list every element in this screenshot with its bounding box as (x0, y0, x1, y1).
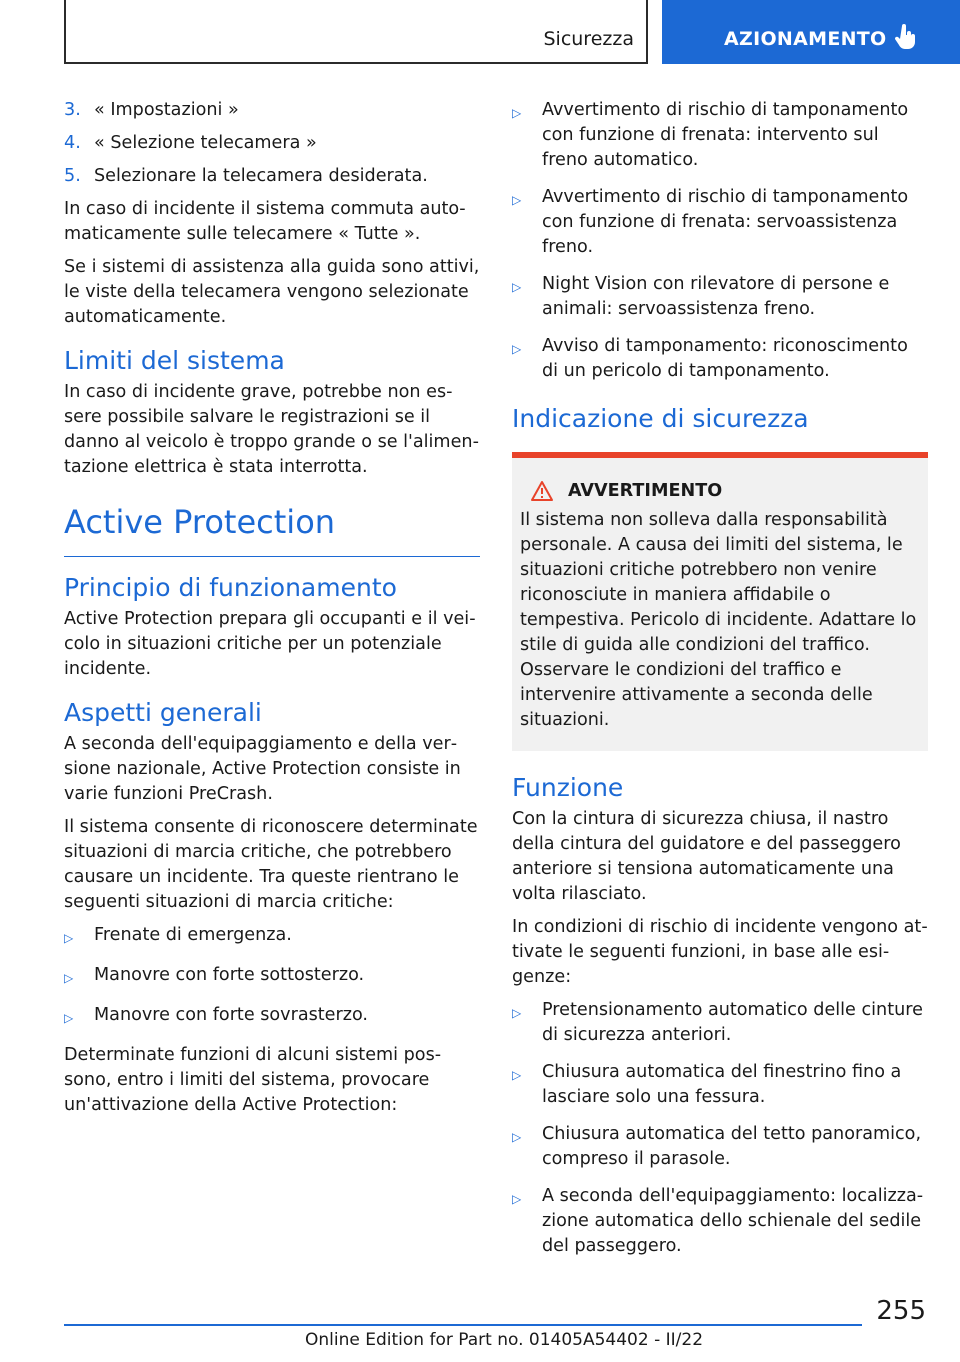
list-item-text: Manovre con forte sottosterzo. (94, 965, 365, 985)
heading-limiti: Limiti del sistema (64, 346, 285, 375)
warning-title: AVVERTIMENTO (568, 481, 723, 501)
paragraph: Active Protection prepara gli occupanti e il veicolo in situazioni critiche per un potenziale incidente. (64, 609, 476, 679)
heading-indicazione: Indicazione di sicurezza (512, 404, 809, 433)
list-item (512, 185, 928, 260)
list-item (64, 963, 480, 991)
header-section-box (64, 0, 648, 64)
list-item (512, 1060, 928, 1110)
list-item (64, 1003, 480, 1031)
paragraph: A seconda dell'equipaggiamento e della versione nazionale, Active Protection consiste in varie funzioni PreCrash. (64, 734, 461, 804)
hand-pointer-icon (894, 24, 918, 50)
triangle-bullet-icon: ▷ (512, 106, 522, 120)
right-column (512, 98, 928, 1271)
heading-principio: Principio di funzionamento (64, 573, 397, 602)
list-item (512, 998, 928, 1048)
header-chapter-box (662, 0, 960, 64)
step-item (64, 98, 480, 123)
warning-text: Il sistema non solleva dalla responsabilità personale. A causa dei limiti del sistema, le situazioni critiche potrebbero non venire riconosciute in maniera affidabile o tempestiva. Pericolo di incidente. Adattare lo stile di guida alle condizioni del traffico. Osservare le condizioni del traffico e intervenire attivamente a seconda delle situazioni. (520, 510, 917, 730)
warning-box (512, 452, 928, 751)
heading-active-protection: Active Protection (64, 502, 480, 557)
list-item-text: Night Vision con rilevatore di persone e animali: servoassistenza freno. (542, 274, 890, 319)
header-section-title: Sicurezza (543, 28, 634, 50)
footer-divider (64, 1324, 862, 1326)
list-item (512, 334, 928, 384)
triangle-bullet-icon: ▷ (64, 971, 74, 985)
triangle-bullet-icon: ▷ (64, 931, 74, 945)
triangle-bullet-icon: ▷ (512, 193, 522, 207)
heading-aspetti: Aspetti generali (64, 698, 262, 727)
paragraph: Se i sistemi di assistenza alla guida sono attivi, le viste della telecamera vengono selezionate automaticamente. (64, 257, 480, 327)
list-item-text: Chiusura automatica del tetto panoramico, compreso il parasole. (542, 1124, 922, 1169)
list-item (512, 1184, 928, 1259)
step-number: 3. (64, 100, 81, 120)
paragraph: Determinate funzioni di alcuni sistemi possono, entro i limiti del sistema, provocare un'attivazione della Active Protection: (64, 1045, 442, 1115)
list-item (512, 1122, 928, 1172)
step-text: « Selezione telecamera » (94, 133, 317, 153)
paragraph: Il sistema consente di riconoscere determinate situazioni di marcia critiche, che potrebbero causare un incidente. Tra queste rientrano le seguenti situazioni di marcia critiche: (64, 817, 478, 912)
triangle-bullet-icon: ▷ (512, 1192, 522, 1206)
triangle-bullet-icon: ▷ (512, 280, 522, 294)
header-chapter-title: AZIONAMENTO (724, 28, 887, 50)
page-number: 255 (876, 1296, 926, 1326)
paragraph: In condizioni di rischio di incidente vengono attivate le seguenti funzioni, in base alle esigenze: (512, 917, 928, 987)
list-item-text: Avviso di tamponamento: riconoscimento di un pericolo di tamponamento. (542, 336, 908, 381)
warning-title-row (520, 480, 920, 502)
triangle-bullet-icon: ▷ (512, 1130, 522, 1144)
list-item-text: Avvertimento di rischio di tamponamento con funzione di frenata: intervento sul freno automatico. (542, 100, 909, 170)
paragraph: In caso di incidente il sistema commuta automaticamente sulle telecamere « Tutte ». (64, 199, 466, 244)
left-column (64, 98, 480, 1126)
step-item (64, 164, 480, 189)
footer-edition: Online Edition for Part no. 01405A54402 - II/22 (305, 1330, 704, 1350)
list-item-text: A seconda dell'equipaggiamento: localizzazione automatica dello schienale del sedile del passeggero. (542, 1186, 924, 1256)
list-item (512, 98, 928, 173)
list-item (512, 272, 928, 322)
triangle-bullet-icon: ▷ (512, 1006, 522, 1020)
step-text: « Impostazioni » (94, 100, 239, 120)
step-item (64, 131, 480, 156)
triangle-bullet-icon: ▷ (512, 342, 522, 356)
list-item-text: Frenate di emergenza. (94, 925, 292, 945)
triangle-bullet-icon: ▷ (64, 1011, 74, 1025)
triangle-bullet-icon: ▷ (512, 1068, 522, 1082)
paragraph: In caso di incidente grave, potrebbe non essere possibile salvare le registrazioni se il danno al veicolo è troppo grande o se l'alimentazione elettrica è stata interrotta. (64, 382, 479, 477)
list-item-text: Manovre con forte sovrasterzo. (94, 1005, 369, 1025)
list-item-text: Chiusura automatica del finestrino fino a lasciare solo una fessura. (542, 1062, 902, 1107)
list-item (64, 923, 480, 951)
list-item-text: Avvertimento di rischio di tamponamento con funzione di frenata: servoassistenza freno. (542, 187, 909, 257)
heading-funzione: Funzione (512, 773, 624, 802)
warning-triangle-icon (530, 480, 554, 502)
step-number: 5. (64, 166, 81, 186)
list-item-text: Pretensionamento automatico delle cinture di sicurezza anteriori. (542, 1000, 923, 1045)
step-number: 4. (64, 133, 81, 153)
paragraph: Con la cintura di sicurezza chiusa, il nastro della cintura del guidatore e del passeggero anteriore si tensiona automaticamente una volta rilasciato. (512, 809, 901, 904)
step-text: Selezionare la telecamera desiderata. (94, 166, 428, 186)
